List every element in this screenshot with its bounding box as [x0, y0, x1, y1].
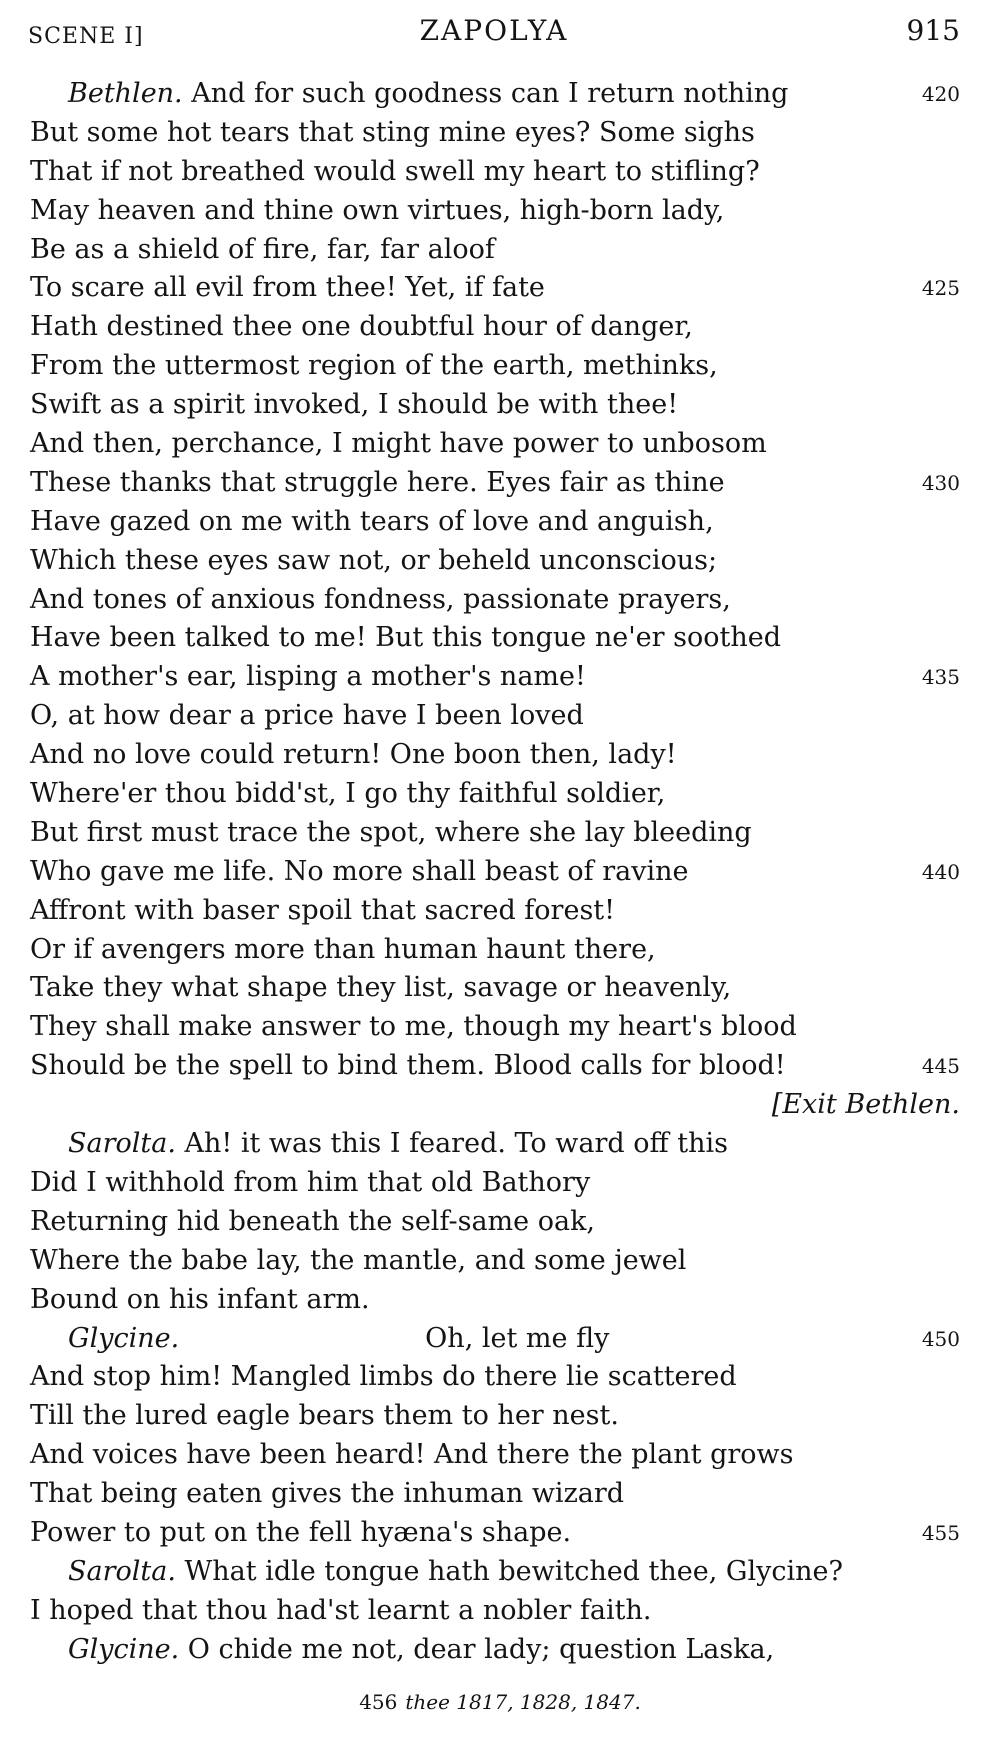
verse-text: Should be the spell to bind them. Blood calls for blood!	[30, 1050, 786, 1082]
verse-text: Hath destined thee one doubtful hour of danger,	[30, 311, 693, 343]
verse-text: Which these eyes saw not, or beheld unconscious;	[30, 544, 718, 576]
verse-text: May heaven and thine own virtues, high-born lady,	[30, 194, 725, 226]
verse-text: O chide me not, dear lady; question Laska,	[187, 1633, 775, 1665]
verse-text: Or if avengers more than human haunt there,	[30, 933, 656, 965]
verse-line	[30, 114, 960, 153]
page-number: 915	[906, 14, 960, 47]
verse-line	[30, 892, 960, 931]
verse-line	[30, 775, 960, 814]
verse-text: Did I withhold from him that old Bathory	[30, 1166, 591, 1198]
verse-text: Ah! it was this I feared. To ward off this	[184, 1128, 728, 1160]
verse-line	[30, 231, 960, 270]
verse-text: Returning hid beneath the self-same oak,	[30, 1205, 596, 1237]
verse-text: O, at how dear a price have I been loved	[30, 700, 584, 732]
verse-line	[30, 542, 960, 581]
stage-direction-text: [Exit Bethlen.	[771, 1089, 960, 1121]
verse-line	[30, 1203, 960, 1242]
verse-line	[30, 464, 960, 503]
verse-line	[30, 503, 960, 542]
line-number: 440	[921, 859, 960, 884]
verse-text: But some hot tears that sting mine eyes? Some sighs	[30, 116, 755, 148]
verse-text: Be as a shield of fire, far, far aloof	[30, 233, 495, 265]
running-title: ZAPOLYA	[419, 14, 569, 47]
verse-text: And no love could return! One boon then, lady!	[30, 739, 677, 771]
verse-line	[30, 1397, 960, 1436]
verse-line	[30, 969, 960, 1008]
verse-body	[30, 75, 960, 1670]
line-number: 455	[921, 1520, 960, 1545]
verse-line	[30, 75, 960, 114]
verse-line	[30, 581, 960, 620]
speaker-name: Sarolta.	[68, 1128, 176, 1160]
verse-line	[30, 931, 960, 970]
page-header	[28, 14, 960, 54]
verse-text: Oh, let me fly	[425, 1322, 610, 1354]
verse-line	[30, 192, 960, 231]
verse-text: That if not breathed would swell my heart to stifling?	[30, 155, 760, 187]
verse-line	[30, 1320, 960, 1359]
verse-text: Where'er thou bidd'st, I go thy faithful soldier,	[30, 778, 666, 810]
verse-text: And voices have been heard! And there the plant grows	[30, 1439, 794, 1471]
verse-text: What idle tongue hath bewitched thee, Glycine?	[184, 1555, 843, 1587]
verse-line	[30, 814, 960, 853]
verse-text: And stop him! Mangled limbs do there lie scattered	[30, 1361, 737, 1393]
verse-text: Power to put on the fell hyæna's shape.	[30, 1516, 572, 1548]
verse-line	[30, 425, 960, 464]
verse-line	[30, 736, 960, 775]
verse-line	[30, 386, 960, 425]
verse-line	[30, 1436, 960, 1475]
verse-text: Bound on his infant arm.	[30, 1283, 370, 1315]
verse-text: Take they what shape they list, savage or heavenly,	[30, 972, 732, 1004]
verse-line	[30, 619, 960, 658]
footnote-text: thee 1817, 1828, 1847.	[405, 1690, 641, 1714]
verse-text: But first must trace the spot, where she lay bleeding	[30, 816, 752, 848]
footnote-line-number: 456	[359, 1690, 398, 1714]
verse-line	[30, 153, 960, 192]
line-number: 445	[921, 1054, 960, 1079]
verse-line	[30, 1475, 960, 1514]
verse-line	[30, 697, 960, 736]
verse-line	[30, 853, 960, 892]
scene-label: SCENE I]	[28, 24, 144, 49]
verse-text: These thanks that struggle here. Eyes fair as thine	[30, 466, 725, 498]
verse-text: Swift as a spirit invoked, I should be with thee!	[30, 389, 679, 421]
speaker-name: Bethlen.	[68, 78, 183, 109]
verse-line	[30, 347, 960, 386]
verse-text: Where the babe lay, the mantle, and some jewel	[30, 1244, 687, 1276]
line-number: 420	[921, 82, 960, 106]
verse-text: Who gave me life. No more shall beast of ravine	[30, 855, 689, 887]
verse-line	[30, 1047, 960, 1086]
verse-text: I hoped that thou had'st learnt a nobler faith.	[30, 1594, 652, 1626]
verse-line	[30, 308, 960, 347]
verse-text: They shall make answer to me, though my heart's blood	[30, 1011, 797, 1043]
line-number: 435	[921, 665, 960, 690]
speaker-name: Glycine.	[68, 1633, 180, 1665]
verse-line	[30, 1164, 960, 1203]
verse-line	[30, 1242, 960, 1281]
verse-text: Have been talked to me! But this tongue ne'er soothed	[30, 622, 781, 654]
verse-line	[30, 1008, 960, 1047]
verse-line	[30, 269, 960, 308]
line-number: 425	[921, 276, 960, 301]
verse-text: That being eaten gives the inhuman wizard	[30, 1478, 625, 1510]
verse-text: From the uttermost region of the earth, methinks,	[30, 350, 718, 382]
verse-text: And tones of anxious fondness, passionate prayers,	[30, 583, 731, 615]
verse-line	[30, 1553, 960, 1592]
verse-line	[30, 658, 960, 697]
verse-text: Affront with baser spoil that sacred forest!	[30, 894, 615, 926]
verse-line	[30, 1281, 960, 1320]
verse-line	[30, 1592, 960, 1631]
verse-text: A mother's ear, lisping a mother's name!	[30, 661, 586, 693]
verse-line	[30, 1514, 960, 1553]
verse-line	[30, 1358, 960, 1397]
footnote	[0, 1690, 1000, 1714]
verse-line	[30, 1125, 960, 1164]
verse-text: To scare all evil from thee! Yet, if fate	[30, 272, 545, 304]
speaker-name: Sarolta.	[68, 1555, 176, 1587]
verse-line	[30, 1631, 960, 1670]
verse-text: Till the lured eagle bears them to her nest.	[30, 1400, 619, 1432]
line-number: 430	[921, 470, 960, 495]
verse-text: And for such goodness can I return nothing	[191, 78, 789, 109]
verse-text: And then, perchance, I might have power to unbosom	[30, 428, 767, 460]
speaker-name: Glycine.	[68, 1322, 180, 1354]
line-number: 450	[921, 1326, 960, 1351]
verse-text: Have gazed on me with tears of love and anguish,	[30, 505, 714, 537]
stage-direction	[30, 1086, 960, 1125]
